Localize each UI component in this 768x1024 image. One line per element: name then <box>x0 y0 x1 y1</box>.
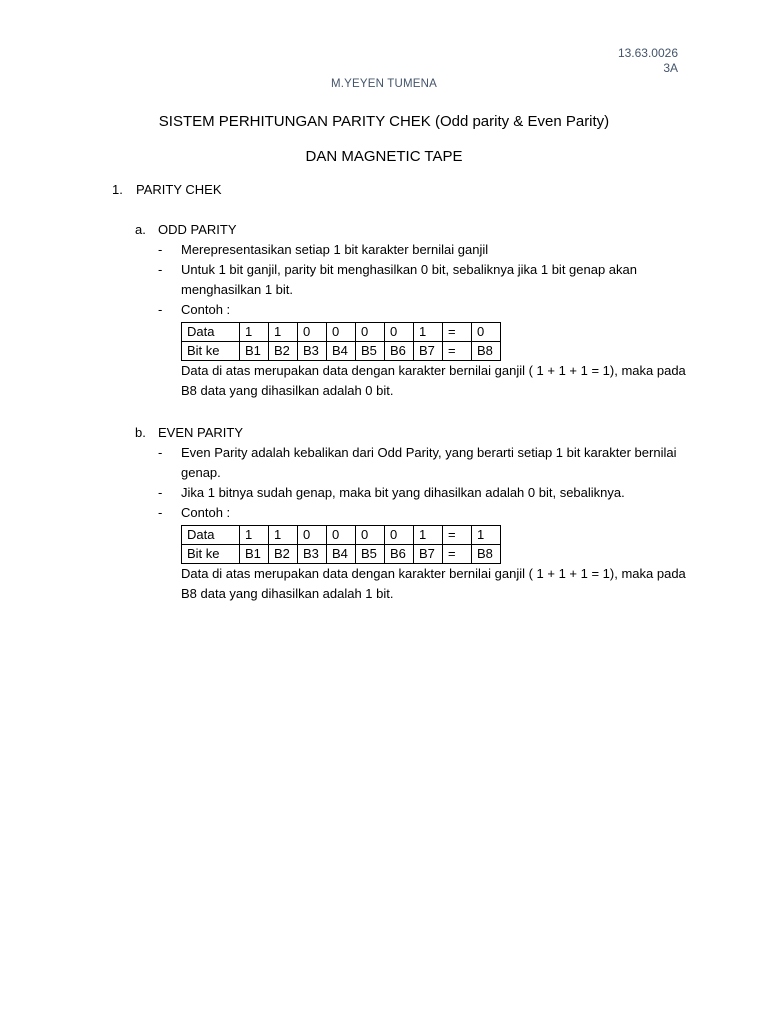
subsection-letter: b. <box>135 425 146 440</box>
subsection-heading-odd <box>135 220 237 240</box>
table-cell: B3 <box>298 342 327 361</box>
dash-marker: - <box>158 485 163 500</box>
header-id-block <box>618 46 678 76</box>
table-cell: B4 <box>327 545 356 564</box>
table-cell: 1 <box>240 323 269 342</box>
list-item-text: Untuk 1 bit ganjil, parity bit menghasilkan 0 bit, sebaliknya jika 1 bit genap akan menghasilkan 1 bit. <box>181 262 637 297</box>
table-cell: B2 <box>269 342 298 361</box>
table-cell: B3 <box>298 545 327 564</box>
table-cell: 0 <box>385 526 414 545</box>
author-name: M.YEYEN TUMENA <box>330 78 438 90</box>
table-cell: 0 <box>356 526 385 545</box>
dash-marker: - <box>158 505 163 520</box>
even-bullet-list <box>158 443 688 523</box>
even-parity-note: Data di atas merupakan data dengan karakter bernilai ganjil ( 1 + 1 + 1 = 1), maka pada B8 data yang dihasilkan adalah 1 bit. <box>181 566 686 601</box>
section-number: 1. <box>112 182 123 197</box>
table-cell: 0 <box>298 526 327 545</box>
list-item-text: Even Parity adalah kebalikan dari Odd Parity, yang berarti setiap 1 bit karakter bernilai genap. <box>181 445 677 480</box>
table-cell: B7 <box>414 545 443 564</box>
even-parity-table <box>181 525 501 564</box>
subsection-heading-even <box>135 423 243 443</box>
list-item <box>158 300 688 320</box>
table-cell: B7 <box>414 342 443 361</box>
table-cell: 1 <box>240 526 269 545</box>
table-cell: 0 <box>298 323 327 342</box>
section-heading <box>112 180 221 200</box>
document-title-line2: DAN MAGNETIC TAPE <box>305 148 463 165</box>
student-id: 13.63.0026 <box>617 46 678 60</box>
table-cell: = <box>443 323 472 342</box>
odd-parity-note: Data di atas merupakan data dengan karakter bernilai ganjil ( 1 + 1 + 1 = 1), maka pada B8 data yang dihasilkan adalah 0 bit. <box>181 363 686 398</box>
table-cell: Bit ke <box>182 545 240 564</box>
table-cell: = <box>443 526 472 545</box>
table-cell: 0 <box>385 323 414 342</box>
subsection-letter: a. <box>135 222 146 237</box>
table-cell: 1 <box>269 526 298 545</box>
table-cell: = <box>443 342 472 361</box>
table-cell: 0 <box>472 323 501 342</box>
table-cell: B8 <box>472 342 501 361</box>
document-title-line1: SISTEM PERHITUNGAN PARITY CHEK (Odd parity & Even Parity) <box>158 113 610 130</box>
table-cell: 0 <box>327 526 356 545</box>
list-item <box>158 483 688 503</box>
list-item-text: Jika 1 bitnya sudah genap, maka bit yang dihasilkan adalah 0 bit, sebaliknya. <box>181 485 625 500</box>
dash-marker: - <box>158 445 163 460</box>
table-cell: Data <box>182 526 240 545</box>
table-row <box>182 545 501 564</box>
subsection-title: ODD PARITY <box>158 222 237 237</box>
dash-marker: - <box>158 302 163 317</box>
list-item-text: Contoh : <box>181 505 231 520</box>
table-cell: B6 <box>385 545 414 564</box>
table-cell: Data <box>182 323 240 342</box>
table-cell: B4 <box>327 342 356 361</box>
dash-marker: - <box>158 242 163 257</box>
table-row <box>182 526 501 545</box>
list-item-text: Contoh : <box>181 302 231 317</box>
table-cell: 1 <box>472 526 501 545</box>
table-row <box>182 342 501 361</box>
table-cell: B5 <box>356 342 385 361</box>
table-cell: 1 <box>269 323 298 342</box>
table-cell: 0 <box>327 323 356 342</box>
student-class: 3A <box>663 61 678 75</box>
odd-bullet-list <box>158 240 688 320</box>
list-item <box>158 260 688 300</box>
table-cell: 1 <box>414 526 443 545</box>
list-item <box>158 443 688 483</box>
table-cell: B5 <box>356 545 385 564</box>
table-cell: 1 <box>414 323 443 342</box>
table-cell: Bit ke <box>182 342 240 361</box>
table-cell: B6 <box>385 342 414 361</box>
odd-parity-table <box>181 322 501 361</box>
table-cell: 0 <box>356 323 385 342</box>
list-item-text: Merepresentasikan setiap 1 bit karakter bernilai ganjil <box>181 242 489 257</box>
list-item <box>158 240 688 260</box>
table-row <box>182 323 501 342</box>
table-cell: B8 <box>472 545 501 564</box>
table-cell: = <box>443 545 472 564</box>
table-cell: B1 <box>240 342 269 361</box>
list-item <box>158 503 688 523</box>
section-title: PARITY CHEK <box>136 182 222 197</box>
table-cell: B1 <box>240 545 269 564</box>
subsection-title: EVEN PARITY <box>158 425 244 440</box>
table-cell: B2 <box>269 545 298 564</box>
dash-marker: - <box>158 262 163 277</box>
